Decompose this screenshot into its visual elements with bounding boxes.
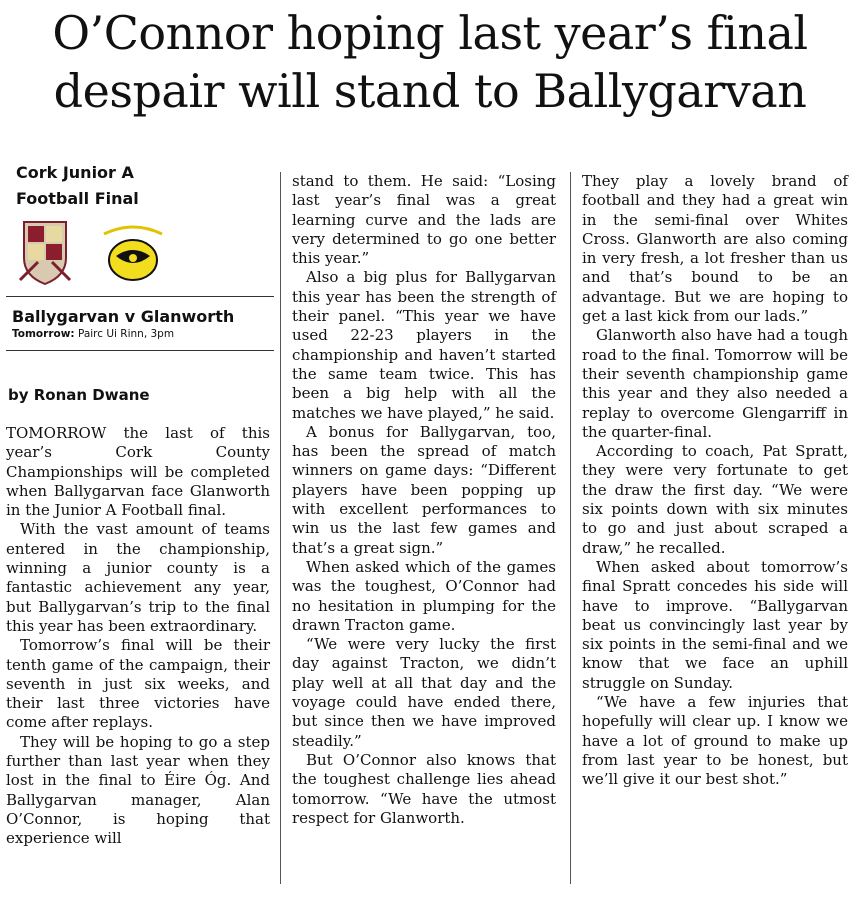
fact-box-title-line-2: Football Final bbox=[16, 189, 139, 208]
venue-text: Pairc Ui Rinn, 3pm bbox=[77, 328, 175, 340]
paragraph: But O’Connor also knows that the toughest challenge lies ahead tomorrow. “We have the utmost respect for Glanworth. bbox=[292, 750, 556, 827]
paragraph: Tomorrow’s final will be their tenth game of the campaign, their seventh in just six weeks, and their last three victories have come after replays. bbox=[6, 636, 270, 732]
paragraph: stand to them. He said: “Losing last year’s final was a great learning curve and the lads are very determined to go one better this year.” bbox=[292, 172, 556, 268]
fixture: Ballygarvan v Glanworth bbox=[12, 307, 235, 326]
paragraph: With the vast amount of teams entered in the championship, winning a junior county is a fantastic achievement any year, but Ballygarvan’s trip to the final this year has been extraordinary. bbox=[6, 520, 270, 635]
column-rule bbox=[570, 172, 571, 884]
venue-label: Tomorrow: bbox=[12, 328, 75, 340]
venue-line bbox=[12, 328, 274, 340]
article-column-2 bbox=[292, 172, 556, 828]
paragraph: “We were very lucky the first day against Tracton, we didn’t play well at all that day and the voyage could have ended there, but since then we have improved steadily.” bbox=[292, 635, 556, 750]
paragraph: Also a big plus for Ballygarvan this year has been the strength of their panel. “This year we have used 22-23 players in the championship and haven’t started the same team twice. This has been a big help with all the matches we have played,” he said. bbox=[292, 268, 556, 422]
fact-box-bottom-rule bbox=[6, 350, 274, 351]
glanworth-crest-icon bbox=[98, 220, 168, 284]
article-column-1 bbox=[6, 424, 270, 849]
headline bbox=[0, 4, 860, 120]
paragraph: When asked about tomorrow’s final Spratt concedes his side will have to improve. “Ballygarvan beat us convincingly last year by six points in the semi-final and we know that we face an uphill struggle on Sunday. bbox=[582, 557, 848, 692]
paragraph: TOMORROW the last of this year’s Cork County Championships will be completed when Ballygarvan face Glanworth in the Junior A Football final. bbox=[6, 424, 270, 520]
ballygarvan-crest-icon bbox=[18, 218, 72, 286]
paragraph: When asked which of the games was the toughest, O’Connor had no hesitation in plumping for the drawn Tracton game. bbox=[292, 557, 556, 634]
club-crests bbox=[6, 218, 274, 290]
headline-line-1: O’Connor hoping last year’s final bbox=[52, 6, 808, 60]
column-rule bbox=[280, 172, 281, 884]
fact-box-title-line-1: Cork Junior A bbox=[16, 163, 134, 182]
paragraph: According to coach, Pat Spratt, they were very fortunate to get the draw the first day. “We were six points down with six minutes to go and just about scraped a draw,” he recalled. bbox=[582, 442, 848, 557]
article-column-3 bbox=[582, 172, 848, 790]
fact-box bbox=[6, 160, 274, 351]
paragraph: A bonus for Ballygarvan, too, has been the spread of match winners on game days: “Different players have been popping up with excellent performances to win us the last few games and that’s a great sign.” bbox=[292, 422, 556, 557]
paragraph: “We have a few injuries that hopefully will clear up. I know we have a lot of ground to make up from last year to be honest, but we’ll give it our best shot.” bbox=[582, 693, 848, 789]
paragraph: They will be hoping to go a step further than last year when they lost in the final to Éire Óg. And Ballygarvan manager, Alan O’Connor, is hoping that experience will bbox=[6, 732, 270, 848]
headline-line-2: despair will stand to Ballygarvan bbox=[53, 64, 807, 118]
fact-box-divider bbox=[6, 296, 274, 297]
paragraph: Glanworth also have had a tough road to the final. Tomorrow will be their seventh championship game this year and they also needed a replay to overcome Glengarriff in the quarter-final. bbox=[582, 326, 848, 441]
paragraph: They play a lovely brand of football and they had a great win in the semi-final over Whites Cross. Glanworth are also coming in very fresh, a lot fresher than us and that’s bound to be an advantage. But we are hoping to get a last kick from our lads.” bbox=[582, 172, 848, 326]
byline: by Ronan Dwane bbox=[8, 386, 150, 404]
